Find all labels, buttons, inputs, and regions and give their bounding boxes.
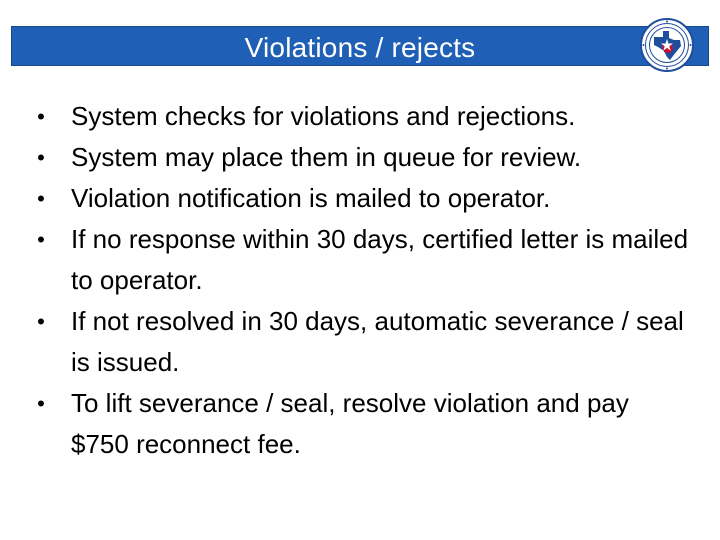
bullet-dot-icon: • (37, 309, 45, 334)
slide-title: Violations / rejects (244, 32, 476, 63)
bullet-dot-icon: • (37, 104, 45, 129)
bullet-text: If not resolved in 30 days, automatic severance / seal is issued. (71, 306, 684, 377)
bullet-dot-icon: • (37, 391, 45, 416)
bullet-list (0, 96, 720, 465)
bullet-item (0, 219, 720, 301)
bullet-text: If no response within 30 days, certified letter is mailed to operator. (71, 224, 689, 295)
bullet-item (0, 383, 720, 465)
bullet-dot-icon: • (37, 145, 45, 170)
bullet-item (0, 96, 720, 137)
bullet-dot-icon: • (37, 186, 45, 211)
bullet-text: System checks for violations and rejections. (71, 101, 576, 131)
bullet-item (0, 301, 720, 383)
texas-seal-icon (640, 18, 694, 72)
bullet-text: Violation notification is mailed to operator. (71, 183, 551, 213)
bullet-item (0, 137, 720, 178)
bullet-text: System may place them in queue for review. (71, 142, 582, 172)
bullet-dot-icon: • (37, 227, 45, 252)
bullet-text: To lift severance / seal, resolve violation and pay $750 reconnect fee. (71, 388, 629, 459)
bullet-item (0, 178, 720, 219)
